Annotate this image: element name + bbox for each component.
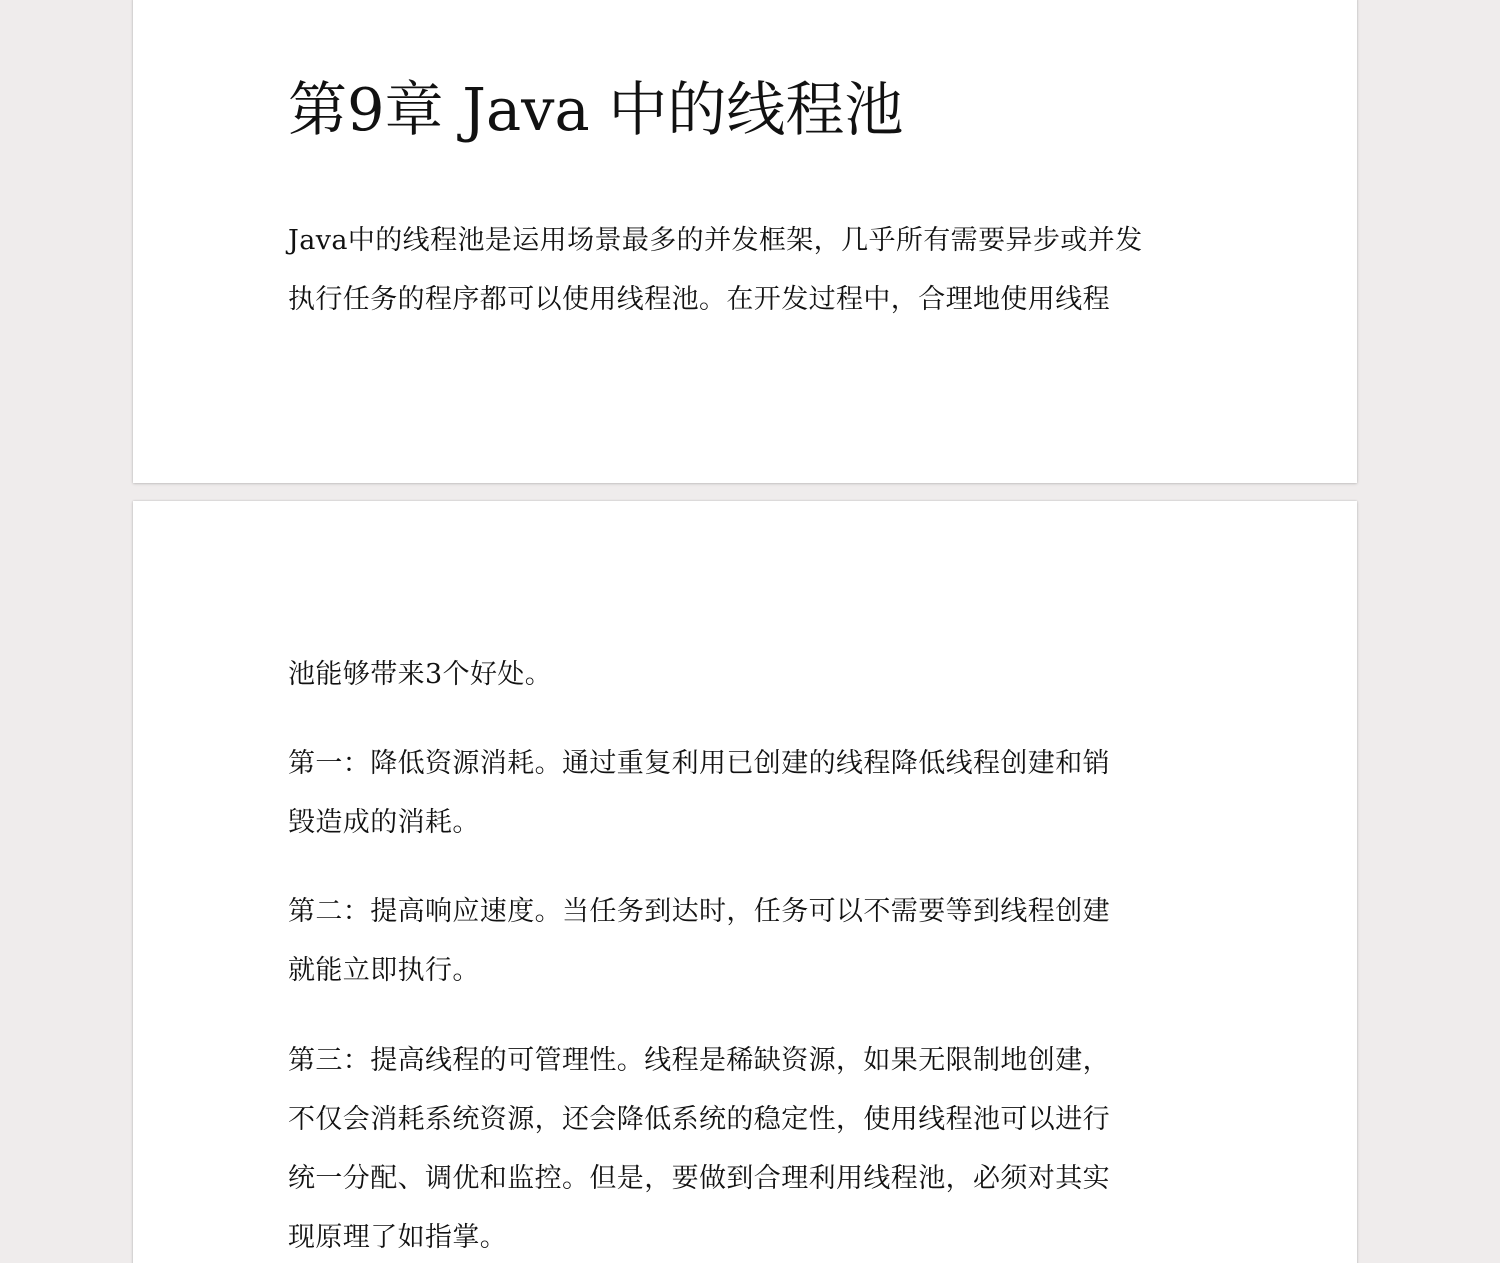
text-line: 第三：提高线程的可管理性。线程是稀缺资源，如果无限制地创建，: [288, 1045, 1110, 1076]
text-line: 第二：提高响应速度。当任务到达时，任务可以不需要等到线程创建: [288, 896, 1110, 927]
paragraph-intro: [288, 211, 1218, 329]
chapter-title: 第9章 Java 中的线程池: [288, 75, 904, 144]
page-1: [133, 0, 1357, 483]
paragraph-benefit-2: [288, 882, 1218, 1000]
text-line: 毁造成的消耗。: [288, 807, 480, 838]
text-line: 现原理了如指掌。: [288, 1222, 508, 1253]
paragraph-benefit-3: [288, 1031, 1218, 1263]
paragraph-benefit-1: [288, 734, 1218, 852]
text-line: 就能立即执行。: [288, 955, 480, 986]
text-line: 池能够带来3个好处。: [288, 659, 553, 690]
paragraph-continuation: [288, 645, 1218, 704]
page-2: [133, 501, 1357, 1263]
text-line: 执行任务的程序都可以使用线程池。在开发过程中，合理地使用线程: [288, 284, 1110, 315]
text-line: Java中的线程池是运用场景最多的并发框架，几乎所有需要异步或并发: [288, 225, 1143, 256]
text-line: 不仅会消耗系统资源，还会降低系统的稳定性，使用线程池可以进行: [288, 1104, 1110, 1135]
text-line: 统一分配、调优和监控。但是，要做到合理利用线程池，必须对其实: [288, 1163, 1110, 1194]
text-line: 第一：降低资源消耗。通过重复利用已创建的线程降低线程创建和销: [288, 748, 1110, 779]
